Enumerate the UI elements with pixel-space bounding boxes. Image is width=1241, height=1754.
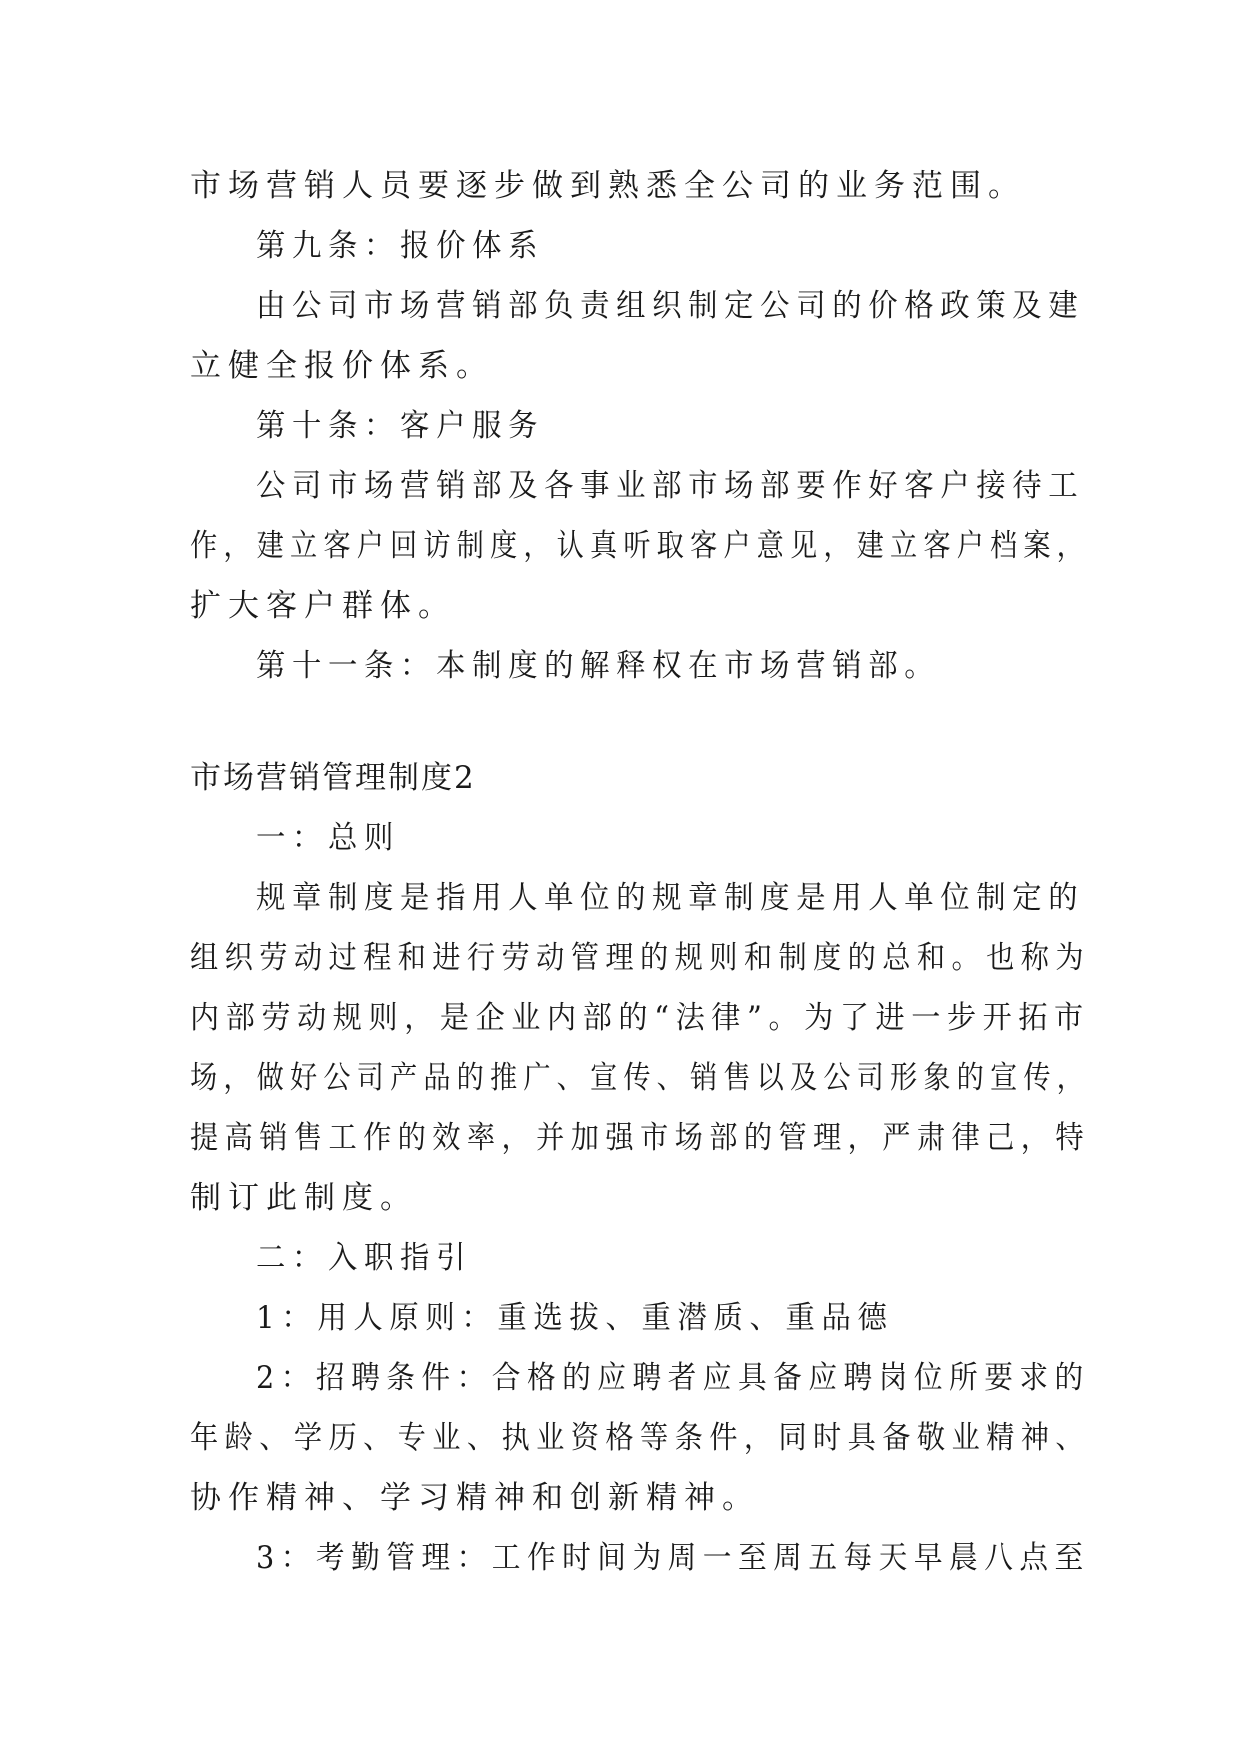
- body-text-line: 公司市场营销部及各事业部市场部要作好客户接待工: [256, 468, 1085, 504]
- body-text-line: 市场营销人员要逐步做到熟悉全公司的业务范围。: [190, 168, 1026, 204]
- body-text-line: 内部劳动规则，是企业内部的“法律”。为了进一步开拓市: [190, 1000, 1090, 1036]
- body-text-line: 1：用人原则：重选拔、重潜质、重品德: [256, 1300, 894, 1336]
- section-heading: 一：总则: [256, 820, 401, 856]
- body-text-line: 规章制度是指用人单位的规章制度是用人单位制定的: [256, 880, 1085, 916]
- body-text-line: 制订此制度。: [190, 1180, 418, 1216]
- body-text-line: 作，建立客户回访制度，认真听取客户意见，建立客户档案，: [190, 528, 1091, 564]
- section-heading: 二：入职指引: [256, 1240, 473, 1276]
- body-text-line: 2：招聘条件：合格的应聘者应具备应聘岗位所要求的: [256, 1360, 1090, 1396]
- article-heading: 第九条：报价体系: [256, 228, 545, 264]
- body-text-line: 立健全报价体系。: [190, 348, 494, 384]
- body-text-line: 场，做好公司产品的推广、宣传、销售以及公司形象的宣传，: [190, 1060, 1091, 1096]
- body-text-line: 年龄、学历、专业、执业资格等条件，同时具备敬业精神、: [190, 1420, 1090, 1456]
- body-text-line: 组织劳动过程和进行劳动管理的规则和制度的总和。也称为: [190, 940, 1090, 976]
- body-text-line: 提高销售工作的效率，并加强市场部的管理，严肃律己，特: [190, 1120, 1090, 1156]
- article-heading: 第十条：客户服务: [256, 408, 545, 444]
- body-text-line: 3：考勤管理：工作时间为周一至周五每天早晨八点至: [256, 1540, 1090, 1576]
- body-text-line: 扩大客户群体。: [190, 588, 456, 624]
- section-title: 市场营销管理制度2: [190, 760, 476, 796]
- body-text-line: 协作精神、学习精神和创新精神。: [190, 1480, 760, 1516]
- article-heading: 第十一条：本制度的解释权在市场营销部。: [256, 648, 941, 684]
- body-text-line: 由公司市场营销部负责组织制定公司的价格政策及建: [256, 288, 1085, 324]
